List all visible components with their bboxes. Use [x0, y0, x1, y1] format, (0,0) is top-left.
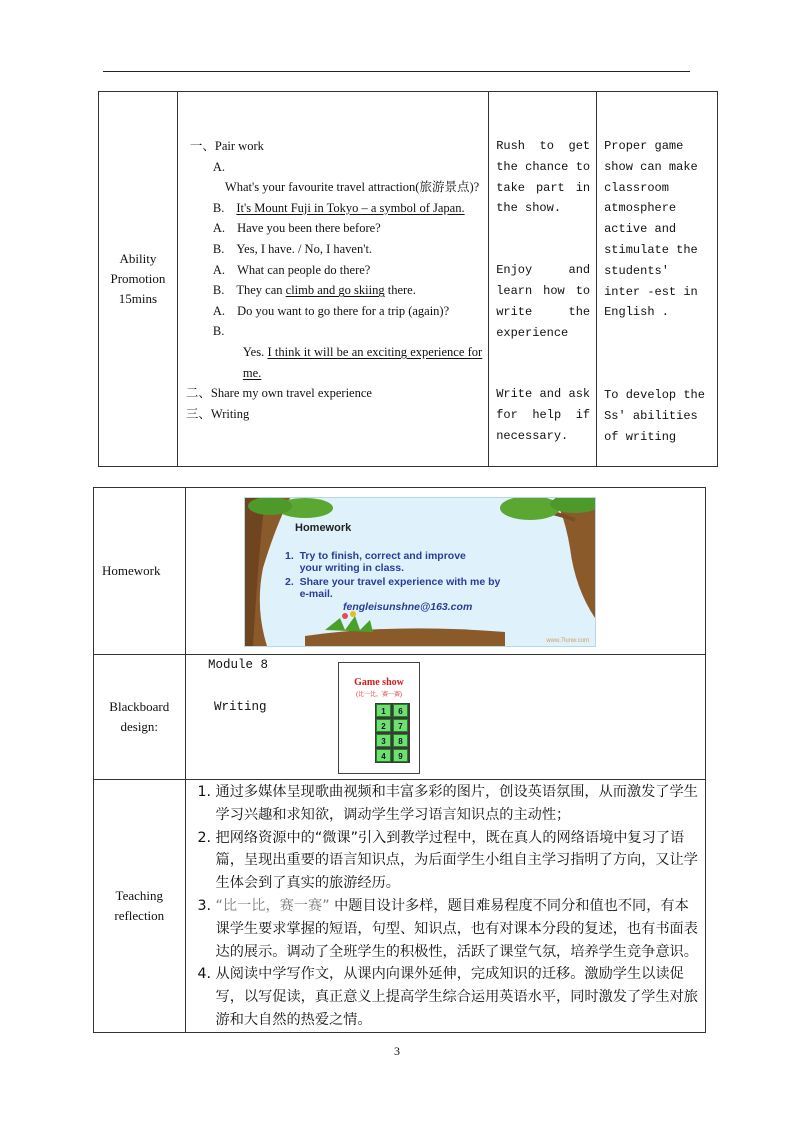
reflection-item: 3. “比一比，赛一赛” 中题目设计多样，题目难易程度不同分和值也不同，有本课学生要求掌握的短语，句型、知识点，也有对课本分段的复述，也有书面表达的展示。调动了全班学生的积极性，活跃了课堂气氛，培养学生竞争意识。 [216, 895, 699, 963]
game-show-cell: 3 [376, 734, 391, 747]
dialog-line: A. Do you want to go there for a trip (again)? [212, 303, 450, 318]
ability-promotion-label: Ability Promotion 15mins [99, 92, 178, 467]
game-show-cell: 1 [376, 704, 391, 717]
student-activity-cell: Rush to get the chance to take part in the show. Enjoy and learn how to write the experience Write and ask for help if necessary. [489, 92, 597, 467]
purpose-cell: Proper game show can make classroom atmosphere active and stimulate the students' inter -est in English . To develop the Ss' abilities of writing [597, 92, 718, 467]
dialog-line: B. They can climb and go skiing there. [212, 283, 416, 298]
writing-heading: 三、Writing [185, 406, 250, 421]
reflection-item: 1. 通过多媒体呈现歌曲视频和丰富多彩的图片，创设英语氛围，从而激发了学生学习兴趣和求知欲，调动学生学习语言知识点的主动性； [216, 781, 699, 827]
dialog-line: A. What can people do there? [212, 262, 371, 277]
image-watermark: www.7lunw.com [546, 638, 589, 644]
homework-item: 2. Share your travel experience with me by e-mail. [285, 576, 501, 600]
game-show-title: Game show [354, 677, 404, 688]
game-show-grid [375, 703, 410, 763]
blackboard-module: Module 8 [208, 658, 269, 672]
blackboard-cell [185, 655, 705, 780]
homework-slide-title: Homework [295, 522, 352, 534]
game-show-cell: 6 [393, 704, 408, 717]
share-heading: 二、Share my own travel experience [185, 386, 372, 401]
homework-label: Homework [94, 488, 186, 655]
homework-item: 1. Try to finish, correct and improve your writing in class. [285, 550, 466, 574]
blackboard-label: Blackboard design: [94, 655, 186, 780]
blackboard-writing: Writing [214, 700, 267, 714]
reflection-item: 4. 从阅读中学写作文，从课内向课外延伸，完成知识的迁移。激励学生以读促写，以写促读，真正意义上提高学生综合运用英语水平，同时激发了学生对旅游和大自然的热爱之情。 [216, 963, 699, 1031]
game-show-cell: 8 [393, 734, 408, 747]
dialog-line: B. It's Mount Fuji in Tokyo – a symbol of Japan. [212, 200, 465, 215]
homework-email: fengleisunshne@163.com [343, 601, 473, 613]
ability-promotion-table [98, 91, 718, 467]
page-number: 3 [394, 1044, 400, 1058]
game-show-subtitle: (比一比，赛一赛) [356, 692, 402, 698]
dialog-line: A. Have you been there before? [212, 221, 381, 236]
game-show-cell: 7 [393, 719, 408, 732]
activities-cell [177, 92, 488, 467]
dialog-line: B.Yes. I think it will be an exciting experience for me. [212, 324, 483, 380]
game-show-image [338, 662, 420, 774]
pair-work-heading: 一、Pair work [189, 139, 264, 153]
header-rule [103, 71, 690, 72]
reflection-item: 2. 把网络资源中的“微课”引入到教学过程中，既在真人的网络语境中复习了语篇，呈现出重要的语言知识点，为后面学生小组自主学习指明了方向，又让学生体会到了真实的旅游经历。 [216, 827, 699, 895]
game-show-cell: 9 [393, 749, 408, 762]
dialog-line: A.What's your favourite travel attraction(旅游景点)? [212, 159, 480, 195]
reflection-label: Teaching reflection [94, 780, 186, 1033]
dialog-line: B. Yes, I have. / No, I haven't. [212, 241, 373, 256]
game-show-cell: 2 [376, 719, 391, 732]
reflection-cell [185, 780, 705, 1033]
homework-slide-image [244, 497, 596, 647]
game-show-cell: 4 [376, 749, 391, 762]
